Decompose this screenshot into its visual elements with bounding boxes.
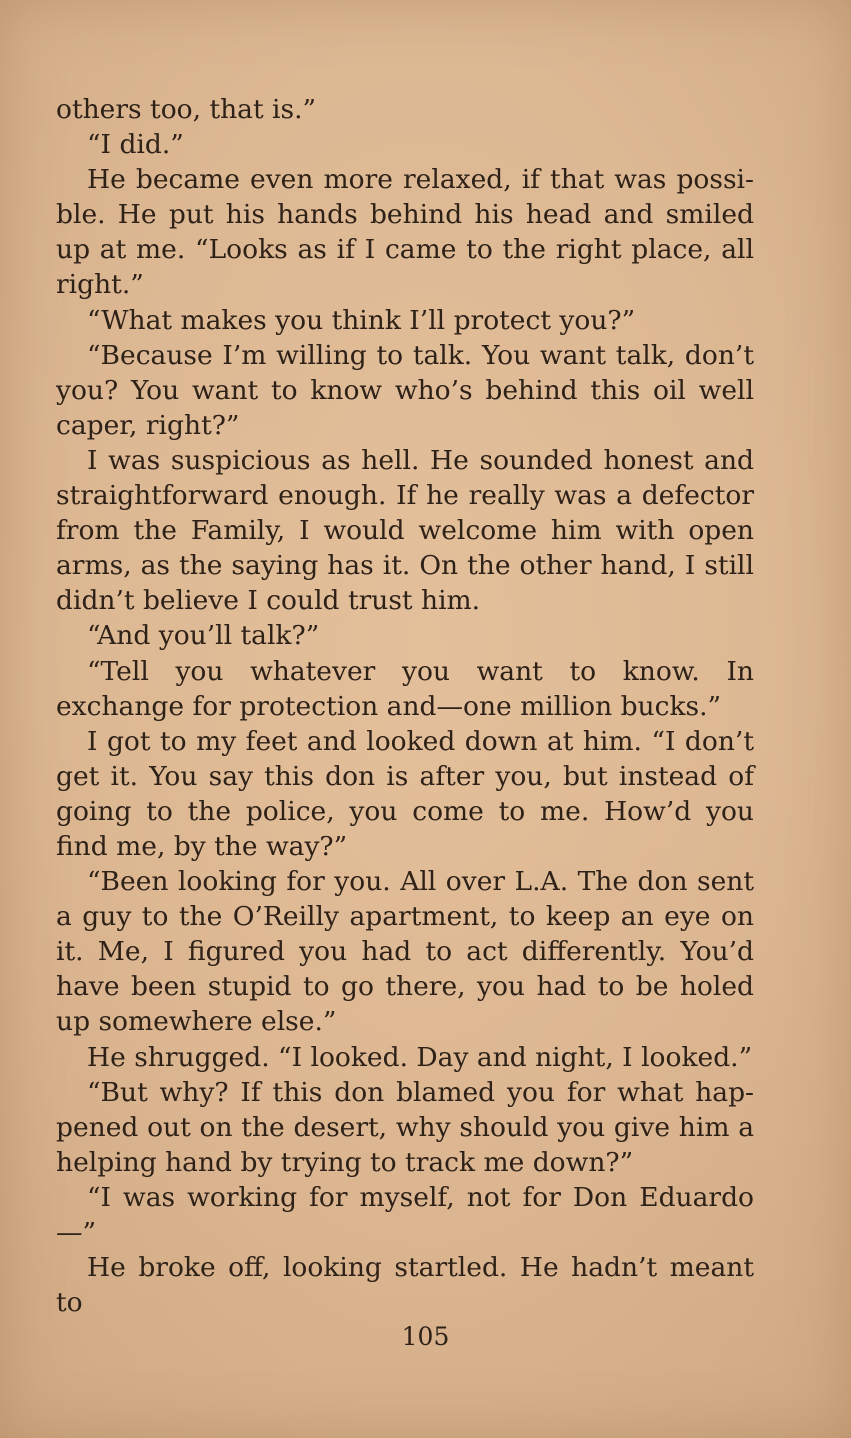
body-text (56, 92, 754, 1320)
paragraph: I got to my feet and looked down at him. “I don’t get it. You say this don is after you, but instead of going to the police, you come to me. How’d you find me, by the way?” (56, 725, 754, 862)
paragraph: “What makes you think I’ll protect you?” (87, 304, 636, 336)
page-number: 105 (401, 1322, 450, 1351)
paragraph: “And you’ll talk?” (87, 620, 320, 652)
paragraph: He broke off, looking startled. He hadn’t meant to (56, 1252, 754, 1319)
paragraph: others too, that is.” (56, 94, 317, 125)
paragraph: He became even more relaxed, if that was possi-ble. He put his hands behind his head and smiled up at me. “Looks as if I came to the right place, all right.” (56, 164, 754, 301)
paragraph: “I did.” (87, 129, 184, 161)
paragraph: I was suspicious as hell. He sounded honest and straightforward enough. If he really was a defector from the Family, I would welcome him with open arms, as the saying has it. On the other hand, I still didn’t believe I could trust him. (56, 444, 754, 617)
paragraph: “Tell you whatever you want to know. In exchange for protection and—one million bucks.” (56, 655, 754, 722)
paragraph: He shrugged. “I looked. Day and night, I looked.” (87, 1041, 753, 1073)
paragraph: “Been looking for you. All over L.A. The don sent a guy to the O’Reilly apartment, to keep an eye on it. Me, I figured you had to act differently. You’d have been stupid to go there, you had to be holed up somewhere else.” (56, 866, 754, 1038)
paragraph: “Because I’m willing to talk. You want talk, don’t you? You want to know who’s behind this oil well caper, right?” (56, 339, 754, 441)
paragraph: “I was working for myself, not for Don Eduardo—” (56, 1181, 754, 1248)
paragraph: “But why? If this don blamed you for what hap-pened out on the desert, why should you give him a helping hand by trying to track me down?” (56, 1076, 754, 1178)
